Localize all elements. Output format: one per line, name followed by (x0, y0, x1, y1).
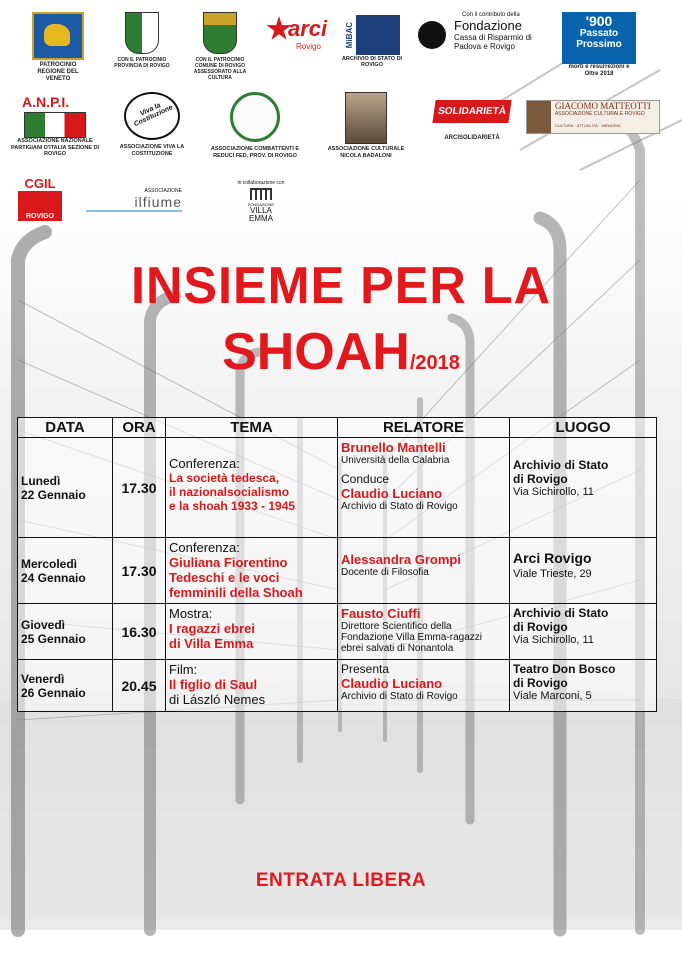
portrait-icon (527, 101, 551, 133)
header-relatore: RELATORE (338, 418, 510, 438)
crest-icon (125, 12, 159, 54)
cell-luogo: Arci Rovigo Viale Trieste, 29 (510, 538, 657, 604)
logo-arcisolidarieta: SOLIDARIETÀ ARCISOLIDARIETÀ (424, 100, 520, 142)
cell-tema: Conferenza: La società tedesca, il nazionalsocialismo e la shoah 1933 - 1945 (166, 438, 338, 538)
logo-mibac: MiBAC ARCHIVIO DI STATO DI ROVIGO (336, 14, 408, 68)
cell-data: Lunedì 22 Gennaio (18, 438, 113, 538)
cell-ora: 17.30 (113, 438, 166, 538)
columns-icon (250, 188, 272, 200)
header-luogo: LUOGO (510, 418, 657, 438)
cell-relatore: Presenta Claudio Luciano Archivio di Stato di Rovigo (338, 660, 510, 712)
anpi-flag-icon (24, 112, 86, 138)
table-row (18, 660, 657, 712)
program-table (17, 417, 657, 712)
entrata-libera: ENTRATA LIBERA (255, 870, 427, 891)
fondazione-mark-icon (418, 21, 446, 49)
logo-cgil: CGIL ROVIGO (18, 176, 62, 221)
logo-regione-veneto (28, 12, 88, 83)
logo-ilfiume: ASSOCIAZIONE ilfiume (86, 188, 196, 212)
logo-comune: CON IL PATROCINIO COMUNE DI ROVIGO ASSESSORATO ALLA CULTURA (185, 12, 255, 81)
logo-arci: arci Rovigo (264, 14, 334, 54)
table-header-row (18, 418, 657, 438)
cell-luogo: Teatro Don Bosco di Rovigo Viale Marconi, 5 (510, 660, 657, 712)
header-tema: TEMA (166, 418, 338, 438)
cell-data: Venerdì 26 Gennaio (18, 660, 113, 712)
logo-anpi: A.N.P.I. ASSOCIAZIONE NAZIONALE PARTIGIANI D'ITALIA SEZIONE DI ROVIGO (11, 94, 99, 157)
header-data: DATA (18, 418, 113, 438)
lion-icon (32, 12, 84, 60)
logo-viva-costituzione: Viva la Costituzione ASSOCIAZIONE VIVA LA COSTITUZIONE (112, 92, 192, 157)
logo-provincia: CON IL PATROCINIO PROVINCIA DI ROVIGO (112, 12, 172, 69)
header-ora: ORA (113, 418, 166, 438)
logo-combattenti: ASSOCIAZIONE COMBATTENTI E REDUCI FED. PROV. DI ROVIGO (200, 92, 310, 159)
logo-villa-emma: in collaborazione con FONDAZIONE VILLA EMMA (237, 180, 285, 223)
cell-ora: 17.30 (113, 538, 166, 604)
cell-relatore: Alessandra Grompi Docente di Filosofia (338, 538, 510, 604)
cell-relatore: Brunello Mantelli Università della Calabria Conduce Claudio Luciano Archivio di Stato di Rovigo (338, 438, 510, 538)
crest-icon (203, 12, 237, 54)
cell-ora: 20.45 (113, 660, 166, 712)
logo-veneto-caption: PATROCINIO REGIONE DEL VENETO (37, 62, 79, 82)
page-title: INSIEME PER LA (131, 257, 551, 315)
logo-badaloni: ASSOCIAZIONE CULTURALE NICOLA BADALONI (326, 92, 406, 159)
building-icon (356, 15, 400, 55)
wreath-icon (230, 92, 280, 142)
page-subtitle: SHOAH/2018 (222, 323, 460, 381)
cell-data: Giovedì 25 Gennaio (18, 604, 113, 660)
cell-tema: Mostra: I ragazzi ebrei di Villa Emma (166, 604, 338, 660)
cell-luogo: Archivio di Stato di Rovigo Via Sichirollo, 11 (510, 438, 657, 538)
portrait-icon (345, 92, 387, 144)
cell-tema: Conferenza: Giuliana Fiorentino Tedeschi e le voci femminili della Shoah (166, 538, 338, 604)
cell-relatore: Fausto Ciuffi Direttore Scientifico della Fondazione Villa Emma-ragazzi ebrei salvati di Nonantola (338, 604, 510, 660)
cell-data: Mercoledì 24 Gennaio (18, 538, 113, 604)
logo-900: '900 Passato Prossimo morti e resurrezioni e Oltre 2018 (562, 12, 636, 78)
logo-fondazione: Con il contributo della Fondazione Cassa di Risparmio di Padova e Rovigo (418, 12, 548, 51)
title-year: /2018 (409, 352, 460, 374)
logo-matteotti: GIACOMO MATTEOTTI ASSOCIAZIONE CULTURALE ROVIGO CULTURA · ATTUALITÀ · MEMORIA (526, 100, 660, 134)
cell-ora: 16.30 (113, 604, 166, 660)
table-row (18, 438, 657, 538)
cell-tema: Film: Il figlio di Saul di László Nemes (166, 660, 338, 712)
table-row (18, 604, 657, 660)
table-row (18, 538, 657, 604)
cell-luogo: Archivio di Stato di Rovigo Via Sichirollo, 11 (510, 604, 657, 660)
